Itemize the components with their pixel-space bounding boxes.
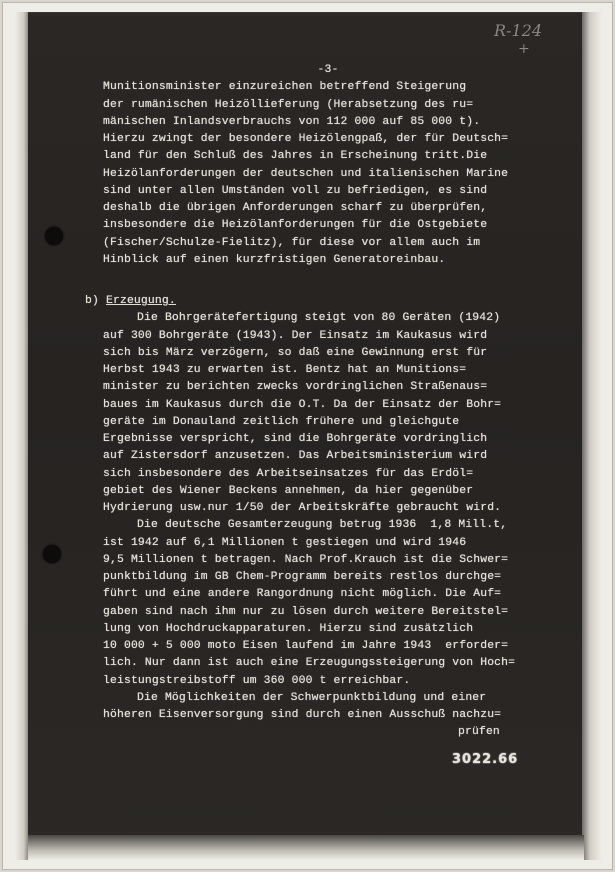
typed-text: [85, 62, 553, 742]
section-label: b): [85, 295, 99, 307]
text-line: Hierzu zwingt der besondere Heizölengpaß, der für Deutsch=: [103, 133, 509, 145]
text-line: deshalb die übrigen Anforderungen scharf zu überprüfen,: [103, 202, 488, 214]
text-line: (Fischer/Schulze-Fielitz), für diese vor allem auch im: [103, 236, 481, 249]
text-line: auf Zistersdorf anzusetzen. Das Arbeitsministerium wird: [103, 450, 488, 463]
page-bottom-edge: [28, 835, 584, 860]
text-line: Hydrierung usw.nur 1/50 der Arbeitskräfte gebraucht wird.: [103, 502, 502, 514]
text-line: lich. Nur dann ist auch eine Erzeugungssteigerung von Hoch=: [103, 657, 516, 670]
text-line: sich insbesondere des Arbeitseinsatzes für das Erdöl=: [103, 467, 474, 480]
catchword: prüfen: [458, 726, 500, 739]
page-right-edge: [582, 12, 602, 860]
section-heading: [85, 293, 553, 310]
text-line: insbesondere die Heizölanforderungen für die Ostgebiete: [103, 219, 488, 232]
paragraph-ausschuss: [103, 690, 553, 725]
text-line: der rumänischen Heizöllieferung (Herabsetzung des ru=: [103, 98, 474, 111]
text-line: Hinblick auf einen kurzfristigen Generatoreinbau.: [103, 253, 446, 266]
text-line: sich bis März verzögern, so daß eine Gewinnung erst für: [103, 346, 488, 359]
text-line: höheren Eisenversorgung sind durch einen Ausschuß nachzu=: [103, 709, 502, 721]
paragraph-bohrgeraete: [103, 310, 553, 517]
text-line: land für den Schluß des Jahres in Erscheinung tritt.Die: [103, 150, 488, 163]
text-line: minister zu berichten zwecks vordringlichen Straßenaus=: [103, 381, 488, 394]
paragraph-gesamterzeugung: [103, 517, 553, 690]
text-line: 10 000 + 5 000 moto Eisen laufend im Jahre 1943 erforder=: [103, 640, 509, 652]
punch-hole: [45, 227, 63, 245]
paragraph-heizoel: [103, 79, 553, 269]
text-line: mänischen Inlandsverbrauchs von 112 000 auf 85 000 t).: [103, 115, 481, 128]
text-line: lung von Hochdruckapparaturen. Hierzu sind zusätzlich: [103, 622, 474, 635]
text-line: gebiet des Wiener Beckens annehmen, da hier gegenüber: [103, 484, 474, 497]
text-line: gaben sind nach ihm nur zu lösen durch weitere Bereitstel=: [103, 605, 509, 618]
text-line: 9,5 Millionen t betragen. Nach Prof.Krauch ist die Schwer=: [103, 553, 509, 566]
page-left-edge: [14, 12, 28, 860]
annotation-line: R-124: [494, 21, 542, 40]
text-line: leistungstreibstoff um 360 000 t erreichbar.: [103, 674, 411, 687]
archive-stamp-number: 3022.66: [452, 752, 519, 767]
text-line: führt und eine andere Rangordnung nicht möglich. Die Auf=: [103, 588, 502, 601]
text-line: Die deutsche Gesamterzeugung betrug 1936 1,8 Mill.t,: [137, 519, 508, 532]
annotation-line: +: [518, 41, 530, 57]
text-line: auf 300 Bohrgeräte (1943). Der Einsatz im Kaukasus wird: [103, 329, 488, 342]
text-line: Die Bohrgerätefertigung steigt von 80 Geräten (1942): [137, 312, 501, 325]
text-line: Heizölanforderungen der deutschen und italienischen Marine: [103, 167, 509, 180]
section-title: Erzeugung.: [105, 295, 176, 307]
page-number: -3-: [317, 64, 339, 76]
text-line: Ergebnisse verspricht, sind die Bohrgeräte vordringlich: [103, 433, 488, 445]
text-line: geräte im Donauland zeitlich frühere und gleichgute: [103, 415, 460, 428]
text-line: Herbst 1943 zu erwarten ist. Bentz hat an Munitions=: [103, 364, 467, 376]
text-line: ist 1942 auf 6,1 Millionen t gestiegen und wird 1946: [103, 536, 467, 549]
punch-hole: [43, 545, 61, 563]
text-line: Die Möglichkeiten der Schwerpunktbildung und einer: [137, 691, 487, 704]
text-line: Munitionsminister einzureichen betreffend Steigerung: [103, 81, 467, 94]
text-line: baues im Kaukasus durch die O.T. Da der Einsatz der Bohr=: [103, 398, 502, 411]
text-line: sind unter allen Umständen voll zu befriedigen, es sind: [103, 184, 488, 197]
text-line: punktbildung im GB Chem-Programm bereits restlos durchge=: [103, 571, 502, 583]
